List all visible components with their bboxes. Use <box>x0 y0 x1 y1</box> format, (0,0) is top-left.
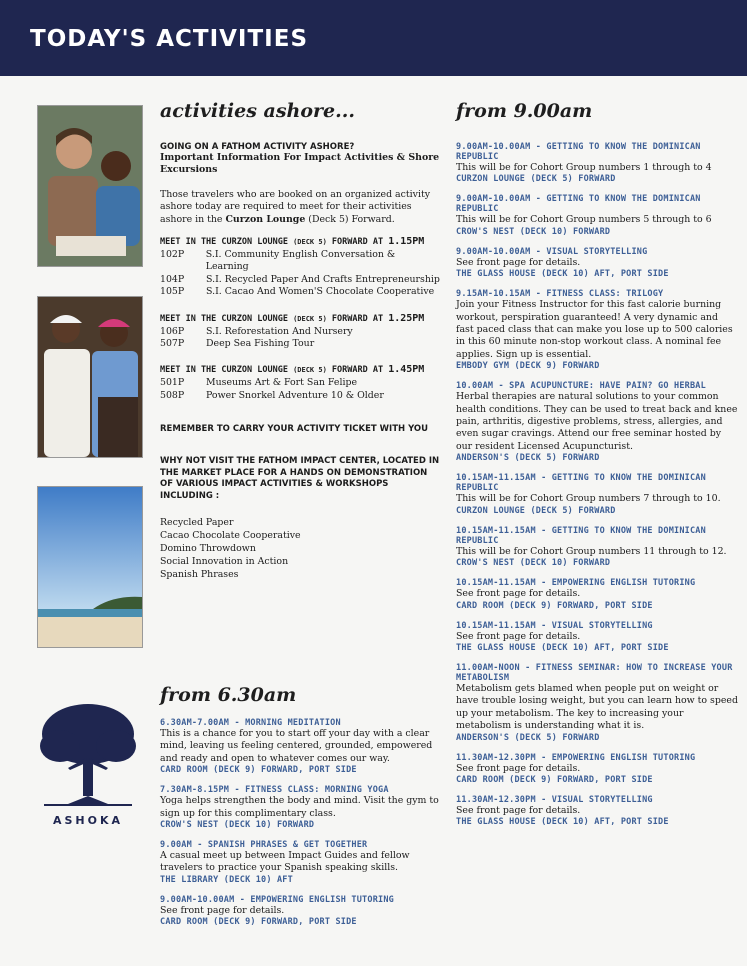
activity-row: 507P Deep Sea Fishing Tour <box>160 338 315 350</box>
event-heading: 10.15AM-11.15AM - EMPOWERING ENGLISH TUTORING <box>456 578 696 589</box>
event-desc: Herbal therapies are natural solutions to your common health conditions. They can be used to treat back and knee pain, arthritis, digestive problems, stress, allergies, and even sugar cravings. Attend our free seminar hosted by our resident Licensed Acupuncturist. <box>456 391 738 452</box>
event-heading: 11.00AM-NOON - FITNESS SEMINAR: HOW TO INCREASE YOUR METABOLISM <box>456 662 733 683</box>
event-item <box>160 895 440 927</box>
event-heading: 9.00AM-10.00AM - VISUAL STORYTELLING <box>456 246 648 257</box>
meet-group <box>160 236 440 299</box>
event-location: THE GLASS HOUSE (DECK 10) AFT, PORT SIDE <box>456 269 669 280</box>
event-heading: 10.15AM-11.15AM - GETTING TO KNOW THE DOMINICAN REPUBLIC <box>456 473 706 494</box>
event-location: CARD ROOM (DECK 9) FORWARD, PORT SIDE <box>456 600 653 611</box>
left-column <box>160 100 440 581</box>
impact-center-heading: WHY NOT VISIT THE FATHOM IMPACT CENTER, LOCATED IN THE MARKET PLACE FOR A HANDS ON DEMONSTRATION OF VARIOUS IMPACT ACTIVITIES & WORKSHOPS INCLUDING : <box>160 456 440 501</box>
event-location: ANDERSON'S (DECK 5) FORWARD <box>456 732 600 743</box>
event-item <box>456 753 738 785</box>
page-title: TODAY'S ACTIVITIES <box>30 26 309 52</box>
workshop-list <box>160 516 440 581</box>
list-item: Cacao Chocolate Cooperative <box>160 530 301 542</box>
event-desc: A casual meet up between Impact Guides and fellow travelers to practice your Spanish speaking skills. <box>160 850 410 874</box>
list-item: Recycled Paper <box>160 517 234 529</box>
event-location: CROW'S NEST (DECK 10) FORWARD <box>160 820 315 831</box>
event-location: THE GLASS HOUSE (DECK 10) AFT, PORT SIDE <box>456 642 669 653</box>
event-desc: See front page for details. <box>456 630 581 642</box>
meet-heading: MEET IN THE CURZON LOUNGE (DECK 5) FORWARD AT 1.15PM <box>160 236 425 248</box>
ashore-intro: Those travelers who are booked on an organized activity ashore today are required to meet for their activities ashore in the Curzon Lounge (Deck 5) Forward. <box>160 188 431 225</box>
event-item <box>160 718 440 775</box>
event-location: CURZON LOUNGE (DECK 5) FORWARD <box>456 174 616 185</box>
main-title: from 9.00am <box>456 100 593 122</box>
event-desc: Join your Fitness Instructor for this fast calorie burning workout, perspiration guaranteed! A very dynamic and fast paced class that can make you lose up to 500 calories in this 60 minute non-stop workout class. A nominal fee applies. Sign up is essential. <box>456 299 733 360</box>
event-item <box>456 247 738 279</box>
activity-row: 508P Power Snorkel Adventure 10 & Older <box>160 389 384 401</box>
meet-heading: MEET IN THE CURZON LOUNGE (DECK 5) FORWARD AT 1.25PM <box>160 312 425 324</box>
important-info: Important Information For Impact Activities & Shore Excursions <box>160 152 440 176</box>
early-title: from 6.30am <box>160 684 297 706</box>
event-item <box>456 289 738 371</box>
event-desc: Yoga helps strengthen the body and mind. Visit the gym to sign up for this complimentary class. <box>160 795 439 819</box>
event-desc: See front page for details. <box>456 588 581 600</box>
event-desc: This will be for Cohort Group numbers 5 through to 6 <box>456 214 712 226</box>
tree-icon <box>38 700 138 810</box>
page-header <box>0 0 747 76</box>
event-heading: 9.00AM-10.00AM - EMPOWERING ENGLISH TUTORING <box>160 894 394 905</box>
event-heading: 10.00AM - SPA ACUPUNCTURE: HAVE PAIN? GO HERBAL <box>456 381 706 392</box>
event-desc: This is a chance for you to start off your day with a clear mind, leaving us feeling centered, grounded, empowered and ready and open to whatever comes our way. <box>160 728 433 764</box>
travelers-photo <box>37 105 143 267</box>
event-location: THE LIBRARY (DECK 10) AFT <box>160 874 293 885</box>
event-location: CARD ROOM (DECK 9) FORWARD, PORT SIDE <box>160 917 357 928</box>
right-column <box>456 100 738 837</box>
event-heading: 10.15AM-11.15AM - VISUAL STORYTELLING <box>456 620 653 631</box>
early-section <box>160 684 440 937</box>
event-item <box>456 526 738 568</box>
event-heading: 9.00AM-10.00AM - GETTING TO KNOW THE DOMINICAN REPUBLIC <box>456 194 701 215</box>
event-desc: This will be for Cohort Group numbers 11 through to 12. <box>456 545 727 557</box>
event-heading: 9.15AM-10.15AM - FITNESS CLASS: TRILOGY <box>456 289 664 300</box>
event-item <box>456 194 738 236</box>
event-item <box>456 621 738 653</box>
meet-heading: MEET IN THE CURZON LOUNGE (DECK 5) FORWARD AT 1.45PM <box>160 364 425 376</box>
event-desc: See front page for details. <box>456 762 581 774</box>
event-location: CARD ROOM (DECK 9) FORWARD, PORT SIDE <box>160 765 357 776</box>
list-item: Social Innovation in Action <box>160 556 289 568</box>
ashoka-logo <box>38 700 138 830</box>
event-desc: See front page for details. <box>160 904 285 916</box>
event-item <box>456 795 738 827</box>
event-location: CARD ROOM (DECK 9) FORWARD, PORT SIDE <box>456 774 653 785</box>
event-heading: 10.15AM-11.15AM - GETTING TO KNOW THE DOMINICAN REPUBLIC <box>456 525 706 546</box>
meet-group <box>160 313 440 351</box>
event-desc: Metabolism gets blamed when people put on weight or have trouble losing weight, but you can learn how to speed up your metabolism. The key to increasing your metabolism is understanding what it is. <box>456 682 738 732</box>
event-location: EMBODY GYM (DECK 9) FORWARD <box>456 361 600 372</box>
activity-row: 105P S.I. Cacao And Women'S Chocolate Cooperative <box>160 286 435 298</box>
event-item <box>456 381 738 463</box>
list-item: Domino Throwdown <box>160 543 256 555</box>
event-item <box>456 663 738 743</box>
event-location: CURZON LOUNGE (DECK 5) FORWARD <box>456 505 616 516</box>
event-heading: 11.30AM-12.30PM - EMPOWERING ENGLISH TUTORING <box>456 752 696 763</box>
ashore-title: activities ashore... <box>160 100 355 122</box>
event-desc: See front page for details. <box>456 804 581 816</box>
event-desc: This will be for Cohort Group numbers 1 through to 4 <box>456 162 712 173</box>
event-item <box>456 473 738 515</box>
event-location: CROW'S NEST (DECK 10) FORWARD <box>456 558 611 569</box>
event-desc: This will be for Cohort Group numbers 7 through to 10. <box>456 493 721 505</box>
event-item <box>160 785 440 830</box>
event-item <box>456 142 738 184</box>
event-location: THE GLASS HOUSE (DECK 10) AFT, PORT SIDE <box>456 817 669 828</box>
event-item <box>456 578 738 610</box>
ticket-reminder: REMEMBER TO CARRY YOUR ACTIVITY TICKET WITH YOU <box>160 424 429 435</box>
event-location: CROW'S NEST (DECK 10) FORWARD <box>456 226 611 237</box>
event-desc: See front page for details. <box>456 256 581 268</box>
activity-row: 501P Museums Art & Fort San Felipe <box>160 377 358 389</box>
activity-row: 102P S.I. Community English Conversation & Learning <box>160 249 396 273</box>
event-heading: 7.30AM-8.15PM - FITNESS CLASS: MORNING YOGA <box>160 785 389 796</box>
activity-row: 106P S.I. Reforestation And Nursery <box>160 325 353 337</box>
activity-row: 104P S.I. Recycled Paper And Crafts Entrepreneurship <box>160 273 440 285</box>
list-item: Spanish Phrases <box>160 569 239 581</box>
beach-photo <box>37 486 143 648</box>
event-heading: 9.00AM - SPANISH PHRASES & GET TOGETHER <box>160 840 368 851</box>
event-item <box>160 840 440 885</box>
event-heading: 11.30AM-12.30PM - VISUAL STORYTELLING <box>456 794 653 805</box>
ashore-question: GOING ON A FATHOM ACTIVITY ASHORE? <box>160 142 355 152</box>
women-photo <box>37 296 143 458</box>
logo-label: ASHOKA <box>52 814 124 827</box>
meet-group <box>160 364 440 402</box>
event-location: ANDERSON'S (DECK 5) FORWARD <box>456 453 600 464</box>
event-heading: 9.00AM-10.00AM - GETTING TO KNOW THE DOMINICAN REPUBLIC <box>456 142 701 162</box>
event-heading: 6.30AM-7.00AM - MORNING MEDITATION <box>160 718 341 728</box>
